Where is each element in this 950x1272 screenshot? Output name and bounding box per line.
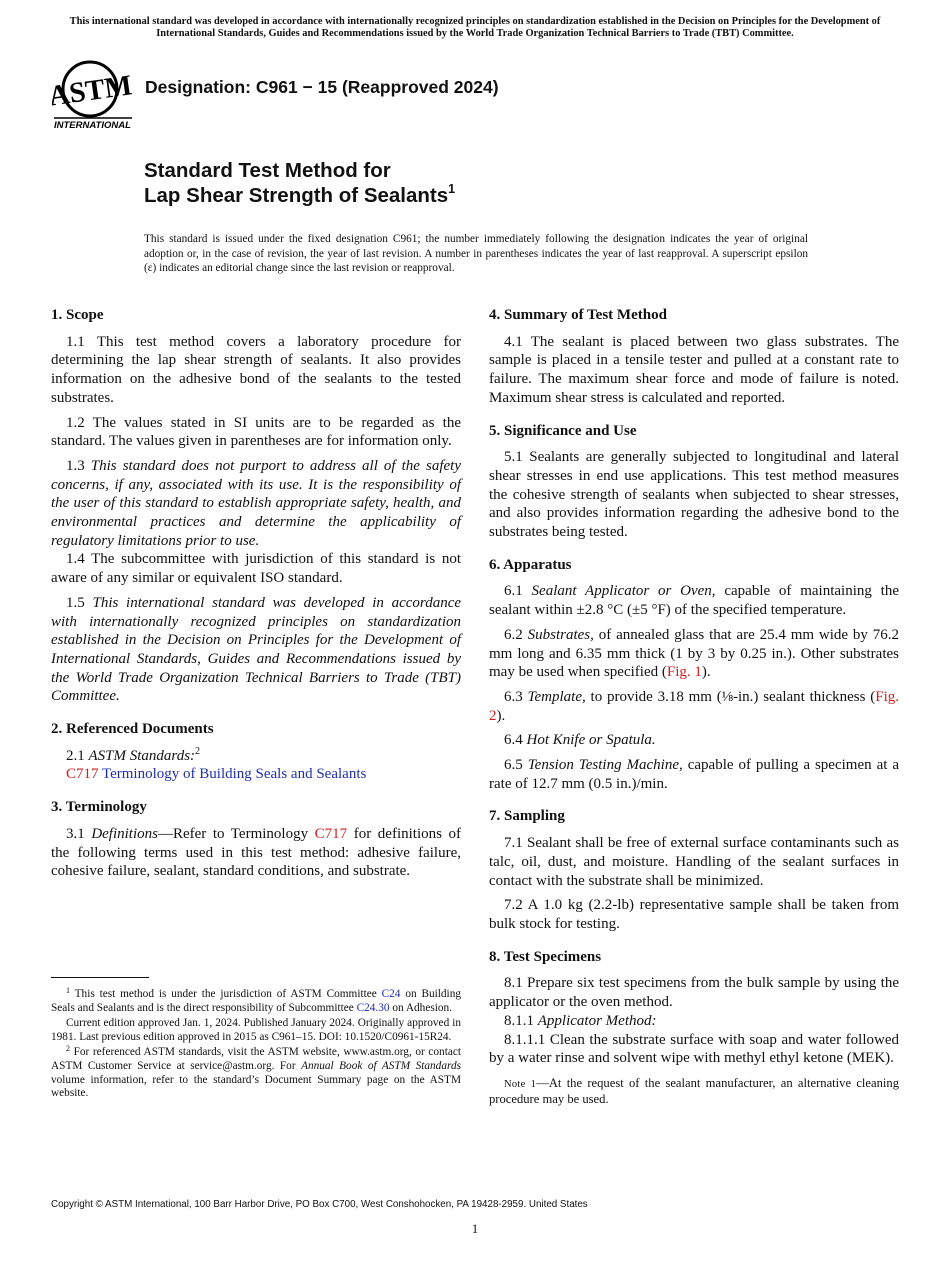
section-test-specimens xyxy=(489,948,899,1108)
paragraph: 1.5 This international standard was developed in accordance with internationally recognized principles on standardization established in the Decision on Principles for the Development of International Standards, Guides and Recommendations issued by the World Trade Organization Technical Barriers to Trade (TBT) Committee. xyxy=(51,594,462,705)
footnote-1: $^1$ This test method is under the jurisdiction of ASTM Committee C24 on Building Seals and Sealants and is the direct responsibility of Subcommittee C24.30 on Adhesion. xyxy=(51,986,461,1014)
figure-2-link[interactable]: Fig. 2 xyxy=(489,688,900,724)
section-terminology xyxy=(51,798,461,881)
figure-1-link[interactable]: Fig. 1 xyxy=(666,664,702,681)
paragraph: 7.2 A 1.0 kg (2.2-lb) representative sample shall be taken from bulk stock for testing. xyxy=(489,897,899,932)
paragraph: 2.1 ASTM Standards:$^2$ xyxy=(66,745,201,764)
section-referenced-documents xyxy=(51,720,461,784)
logo-international-text: INTERNATIONAL xyxy=(54,120,131,131)
reference-code-link[interactable]: C717 xyxy=(66,766,99,783)
paragraph: 5.1 Sealants are generally subjected to longitudinal and lateral shear stresses in end use applications. This test method measures the cohesive strength of sealants when subjected to shear stresses, and also provides information regarding the adhesive bond to the substrates being tested. xyxy=(489,449,899,541)
paragraph: 6.2 Substrates, of annealed glass that are 25.4 mm wide by 76.2 mm long and 6.35 mm thick (1 by 3 by 0.25 in.). Other substrates may be used when specified (Fig. 1). xyxy=(489,626,900,681)
paragraph: 4.1 The sealant is placed between two glass substrates. The sample is placed in a tensile tester and pulled at a constant rate to failure. The maximum shear force and mode of failure is noted. Maximum shear stress is calculated and reported. xyxy=(489,333,899,406)
paragraph: 1.3 This standard does not purport to address all of the safety concerns, if any, associated with its use. It is the responsibility of the user of this standard to establish appropriate safety, health, and environmental practices and determine the applicability of regulatory limitations prior to use. xyxy=(51,457,461,549)
section-heading: 5. Significance and Use xyxy=(489,422,637,439)
reference-title-link[interactable]: Terminology of Building Seals and Sealants xyxy=(102,766,367,783)
footnote-ref[interactable]: 2 xyxy=(195,745,201,757)
section-heading: 1. Scope xyxy=(51,307,104,323)
paragraph: 6.4 Hot Knife or Spatula. xyxy=(504,732,656,749)
section-summary xyxy=(489,306,899,408)
footnote-divider xyxy=(51,977,149,978)
section-heading: 2. Referenced Documents xyxy=(51,721,214,738)
terminology-link[interactable]: C717 xyxy=(314,825,348,842)
section-apparatus xyxy=(489,556,899,794)
copyright: Copyright © ASTM International, 100 Barr Harbor Drive, PO Box C700, West Conshohocken, PA 19428-2959. United States xyxy=(51,1199,588,1210)
committee-link[interactable]: C24 xyxy=(381,988,401,1000)
section-scope xyxy=(51,306,461,706)
paragraph: 8.1.1.1 Clean the substrate surface with soap and water followed by a water rinse and solvent wipe with methyl ethyl ketone (MEK). xyxy=(489,1031,899,1067)
page-number: 1 xyxy=(471,1221,479,1236)
title-footnote-ref[interactable]: 1 xyxy=(448,181,456,196)
footnotes xyxy=(51,988,461,1103)
reference-entry xyxy=(66,765,461,784)
paragraph: 6.1 Sealant Applicator or Oven, capable of maintaining the sealant within ±2.8 °C (±5 °F) of the specified temperature. xyxy=(489,583,899,619)
paragraph: 6.3 Template, to provide 3.18 mm (⅛-in.) sealant thickness (Fig. 2). xyxy=(489,688,900,724)
logo-text: ASTM xyxy=(52,69,134,113)
left-column xyxy=(51,306,461,895)
section-heading: 8. Test Specimens xyxy=(489,948,602,965)
paragraph: 1.4 The subcommittee with jurisdiction of this standard is not aware of any similar or equivalent ISO standard. xyxy=(51,551,461,587)
issued-note: This standard is issued under the fixed designation C961; the number immediately following the designation indicates the year of original adoption or, in the case of revision, the year of last revision. A number in parentheses indicates the year of last reapproval. A superscript epsilon (ε) indicates an editorial change since the last revision or reapproval. xyxy=(144,233,808,275)
note-label: Note 1 xyxy=(504,1078,537,1090)
footnote-edition: Current edition approved Jan. 1, 2024. Published January 2024. Originally approved in 1981. Last previous edition approved in 2015 as C961–15. DOI: 10.1520/C0961-15R24. xyxy=(51,1017,461,1043)
astm-logo xyxy=(52,56,136,132)
section-sampling xyxy=(489,807,899,933)
section-heading: 4. Summary of Test Method xyxy=(489,307,667,323)
section-heading: 7. Sampling xyxy=(489,808,565,825)
designation: Designation: C961 − 15 (Reapproved 2024) xyxy=(145,77,499,97)
section-significance xyxy=(489,422,899,542)
paragraph: 7.1 Sealant shall be free of external surface contaminants such as talc, oil, dust, and moisture. Handling of the sealant surfaces in contact with the substrate shall be minimized. xyxy=(489,835,899,889)
paragraph: 3.1 Definitions—Refer to Terminology C717 for definitions of the following terms used in this test method: adhesive failure, cohesive failure, sealant, standard conditions, and substrate. xyxy=(51,825,462,880)
title-line-1: Standard Test Method for xyxy=(144,159,391,182)
paragraph: 1.2 The values stated in SI units are to be regarded as the standard. The values given in parentheses are for information only. xyxy=(51,414,461,450)
paragraph: 6.5 Tension Testing Machine, capable of pulling a specimen at a rate of 12.7 mm (0.5 in.)/min. xyxy=(489,757,900,792)
paragraph: 8.1.1 Applicator Method: xyxy=(504,1012,657,1029)
page-title xyxy=(144,159,455,208)
paragraph: 1.1 This test method covers a laboratory procedure for determining the lap shear strength of sealants. It also provides information on the adhesive bond of the sealants to the tested substrates. xyxy=(51,333,461,406)
footnote-2: $^2$ For referenced ASTM standards, visit the ASTM website, www.astm.org, or contact ASTM Customer Service at service@astm.org. For Annual Book of ASTM Standards volume information, refer to the standard’s Document Summary page on the ASTM website. xyxy=(51,1044,461,1100)
wto-notice: This international standard was developed in accordance with internationally recognized principles on standardization established in the Decision on Principles for the Development of International Standards, Guides and Recommendations issued by the World Trade Organization Technical Barriers to Trade (TBT) Committee. xyxy=(69,16,881,40)
paragraph: 8.1 Prepare six test specimens from the bulk sample by using the applicator or the oven method. xyxy=(489,975,899,1011)
right-column xyxy=(489,306,899,1122)
title-line-2: Lap Shear Strength of Sealants xyxy=(144,183,449,207)
section-heading: 6. Apparatus xyxy=(489,556,572,573)
section-heading: 3. Terminology xyxy=(51,799,147,816)
subcommittee-link[interactable]: C24.30 xyxy=(356,1001,390,1014)
note-1: Note 1—At the request of the sealant manufacturer, an alternative cleaning procedure may be used. xyxy=(489,1075,899,1107)
